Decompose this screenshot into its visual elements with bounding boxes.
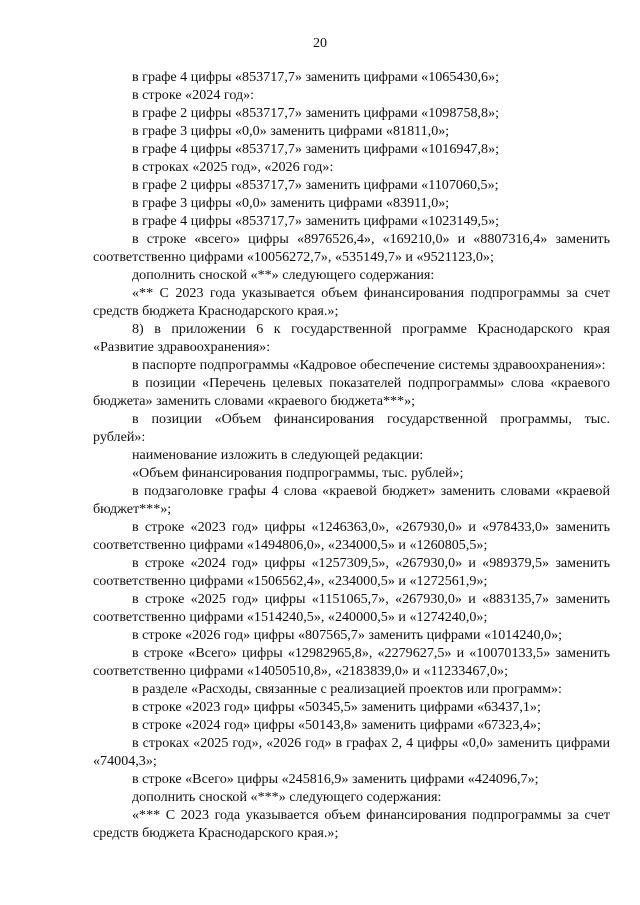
paragraph: в строке «2023 год» цифры «50345,5» заменить цифрами «63437,1»; <box>132 699 541 715</box>
paragraph: в строках «2025 год», «2026 год»: <box>132 159 334 175</box>
paragraph: «Объем финансирования подпрограммы, тыс. рублей»; <box>132 465 464 481</box>
paragraph: в графе 4 цифры «853717,7» заменить цифрами «1065430,6»; <box>132 69 500 85</box>
paragraph: в позиции «Перечень целевых показателей подпрограммы» слова «краевого бюджета» заменить словами «краевого бюджета***»; <box>93 375 610 409</box>
paragraph: в подзаголовке графы 4 слова «краевой бюджет» заменить словами «краевой бюджет***»; <box>93 483 610 517</box>
paragraph: в графе 2 цифры «853717,7» заменить цифрами «1098758,8»; <box>132 105 500 121</box>
paragraph: 8) в приложении 6 к государственной программе Краснодарского края «Развитие здравоохранения»: <box>93 321 610 355</box>
paragraph: в строке «2026 год» цифры «807565,7» заменить цифрами «1014240,0»; <box>132 627 563 643</box>
paragraph: «** С 2023 года указывается объем финансирования подпрограммы за счет средств бюджета Краснодарского края.»; <box>93 285 610 319</box>
paragraph: дополнить сноской «***» следующего содержания: <box>132 789 442 805</box>
paragraph: дополнить сноской «**» следующего содержания: <box>132 267 435 283</box>
document-body <box>93 68 610 842</box>
page-number: 20 <box>313 36 327 51</box>
paragraph: в графе 4 цифры «853717,7» заменить цифрами «1023149,5»; <box>132 213 500 229</box>
paragraph: «*** С 2023 года указывается объем финансирования подпрограммы за счет средств бюджета Краснодарского края.»; <box>93 807 610 841</box>
paragraph: в строке «2025 год» цифры «1151065,7», «267930,0» и «883135,7» заменить соответственно цифрами «1514240,5», «240000,5» и «1274240,0»; <box>93 591 610 625</box>
paragraph: наименование изложить в следующей редакции: <box>132 447 424 463</box>
paragraph: в строке «всего» цифры «8976526,4», «169210,0» и «8807316,4» заменить соответственно цифрами «10056272,7», «535149,7» и «9521123,0»; <box>93 231 610 265</box>
paragraph: в строке «2024 год» цифры «50143,8» заменить цифрами «67323,4»; <box>132 717 541 733</box>
paragraph: в строке «2024 год»: <box>132 87 255 103</box>
paragraph: в паспорте подпрограммы «Кадровое обеспечение системы здравоохранения»: <box>132 357 606 373</box>
paragraph: в строке «2024 год» цифры «1257309,5», «267930,0» и «989379,5» заменить соответственно цифрами «1506562,4», «234000,5» и «1272561,9»; <box>93 555 610 589</box>
paragraph: в строках «2025 год», «2026 год» в графах 2, 4 цифры «0,0» заменить цифрами «74004,3»; <box>93 735 610 769</box>
paragraph: в разделе «Расходы, связанные с реализацией проектов или программ»: <box>132 681 562 697</box>
paragraph: в строке «Всего» цифры «245816,9» заменить цифрами «424096,7»; <box>132 771 539 787</box>
paragraph: в графе 4 цифры «853717,7» заменить цифрами «1016947,8»; <box>132 141 500 157</box>
paragraph: в строке «2023 год» цифры «1246363,0», «267930,0» и «978433,0» заменить соответственно цифрами «1494806,0», «234000,5» и «1260805,5»; <box>93 519 610 553</box>
paragraph: в графе 2 цифры «853717,7» заменить цифрами «1107060,5»; <box>132 177 499 193</box>
paragraph: в строке «Всего» цифры «12982965,8», «2279627,5» и «10070133,5» заменить соответственно цифрами «14050510,8», «2183839,0» и «11233467,0»; <box>93 645 610 679</box>
paragraph: в графе 3 цифры «0,0» заменить цифрами «81811,0»; <box>132 123 450 139</box>
paragraph: в позиции «Объем финансирования государственной программы, тыс. рублей»: <box>93 411 610 445</box>
paragraph: в графе 3 цифры «0,0» заменить цифрами «83911,0»; <box>132 195 450 211</box>
